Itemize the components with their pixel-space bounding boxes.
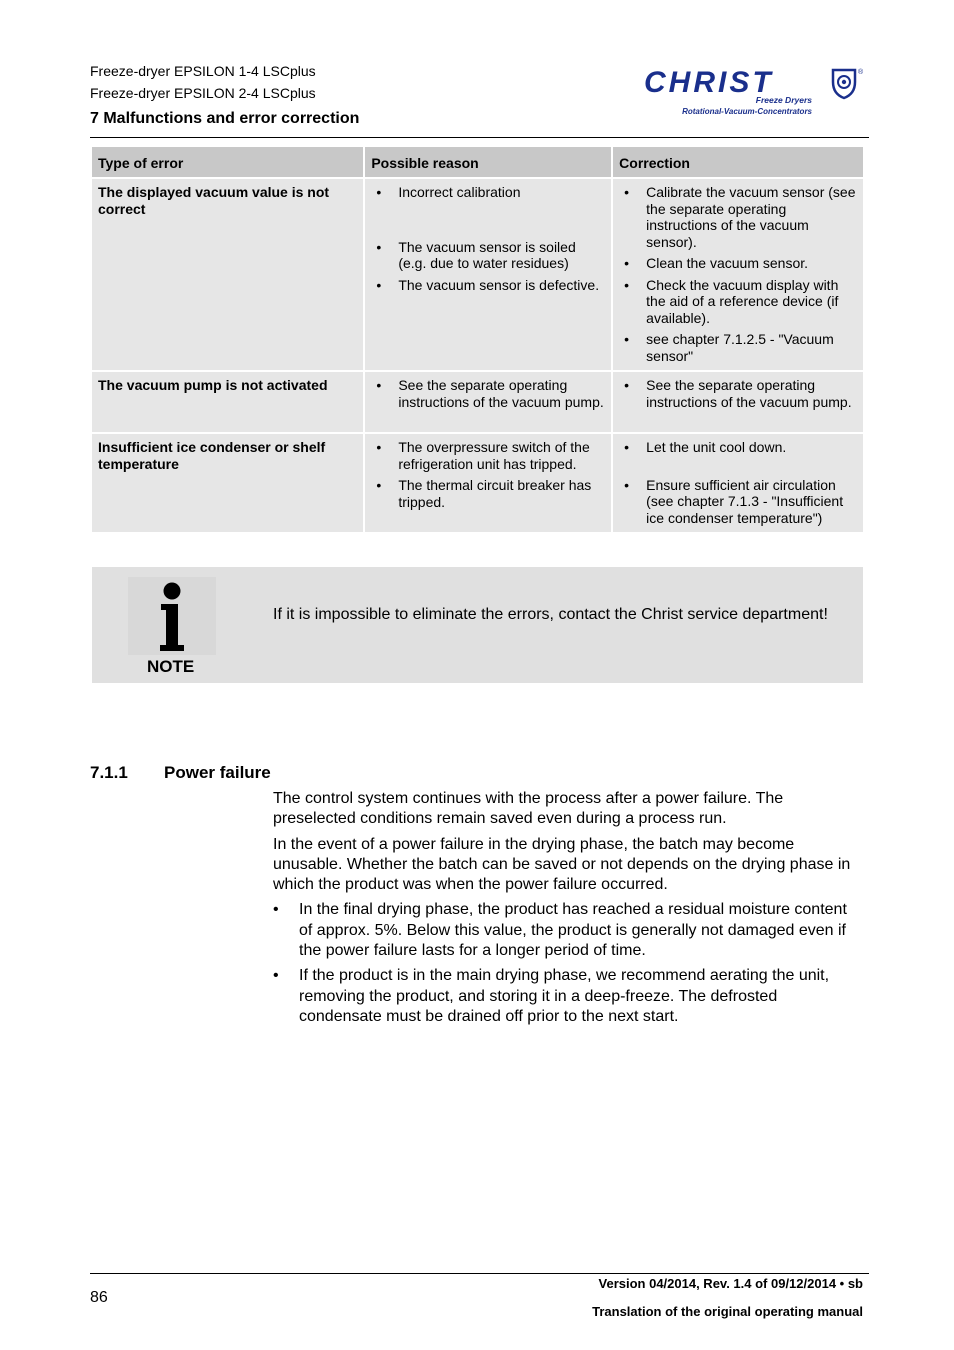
list-item: • See the separate operating instructions of the vacuum pump. [619, 377, 857, 410]
list-item: • The overpressure switch of the refrigeration unit has tripped. [371, 439, 605, 472]
cell-error-type: The vacuum pump is not activated [92, 372, 363, 432]
list-item: • Incorrect calibration [371, 184, 605, 201]
cell-reasons [365, 372, 611, 432]
list-item: • In the final drying phase, the product has reached a residual moisture content of approx. 5%. Below this value, the product is generally not damaged even if the power failure lasts for a longer period of time. [273, 900, 863, 961]
list-item: • Clean the vacuum sensor. [619, 255, 857, 272]
paragraph: The control system continues with the process after a power failure. The preselected conditions remain saved even during a process run. [273, 790, 784, 828]
list-item: • Check the vacuum display with the aid of a reference device (if available). [619, 277, 857, 327]
table-header-row [92, 147, 863, 177]
col-header-type: Type of error [92, 147, 363, 177]
cell-reasons [365, 179, 611, 370]
info-i-icon [128, 577, 216, 655]
christ-logo [640, 62, 870, 122]
list-item: • The thermal circuit breaker has tripped. [371, 477, 605, 510]
logo-swirl-icon [833, 70, 855, 98]
section-body [273, 789, 863, 1032]
list-item: • If the product is in the main drying phase, we recommend aerating the unit, removing the product, and storing it in a deep-freeze. The defrosted condensate must be drained off prior to the next start. [273, 966, 863, 1027]
page-number: 86 [90, 1289, 108, 1306]
table-row [92, 434, 863, 532]
paragraph: In the event of a power failure in the drying phase, the batch may become unusable. Whether the batch can be saved or not depends on the drying phase in which the product was when the power failure occurred. [273, 835, 851, 894]
list-item: • The vacuum sensor is defective. [371, 277, 605, 294]
cell-corrections [613, 179, 863, 370]
error-table [90, 145, 865, 534]
header-divider [90, 137, 869, 138]
logo-line-2: Rotational-Vacuum-Concentrators [682, 107, 812, 116]
cell-error-type: The displayed vacuum value is not correct [92, 179, 363, 370]
version-info: Version 04/2014, Rev. 1.4 of 09/12/2014 • sb [598, 1276, 863, 1291]
header-product-line-1: Freeze-dryer EPSILON 1-4 LSCplus [90, 63, 316, 79]
translation-note: Translation of the original operating manual [592, 1304, 863, 1319]
header-product-line-2: Freeze-dryer EPSILON 2-4 LSCplus [90, 85, 316, 101]
logo-registered: ® [858, 69, 864, 76]
bullet-list [273, 900, 863, 1027]
cell-error-type: Insufficient ice condenser or shelf temperature [92, 434, 363, 532]
note-text: If it is impossible to eliminate the errors, contact the Christ service department! [273, 606, 828, 623]
logo-line-1: Freeze Dryers [755, 95, 812, 105]
logo-brand: CHRIST [644, 66, 774, 99]
cell-corrections [613, 434, 863, 532]
section-title: Power failure [164, 763, 271, 782]
footer-divider [90, 1273, 869, 1274]
table-row [92, 179, 863, 370]
table-row [92, 372, 863, 432]
list-item: • The vacuum sensor is soiled (e.g. due to water residues) [371, 239, 605, 272]
cell-corrections [613, 372, 863, 432]
cell-reasons [365, 434, 611, 532]
list-item: • Ensure sufficient air circulation (see chapter 7.1.3 - "Insufficient ice condenser temperature") [619, 477, 857, 527]
note-label: NOTE [147, 657, 195, 676]
chapter-title: 7 Malfunctions and error correction [90, 110, 360, 127]
col-header-correction: Correction [613, 147, 863, 177]
col-header-reason: Possible reason [365, 147, 611, 177]
list-item: • see chapter 7.1.2.5 - "Vacuum sensor" [619, 331, 857, 364]
list-item: • Let the unit cool down. [619, 439, 857, 456]
section-number: 7.1.1 [90, 763, 128, 782]
list-item: • See the separate operating instructions of the vacuum pump. [371, 377, 605, 410]
list-item: • Calibrate the vacuum sensor (see the separate operating instructions of the vacuum sensor). [619, 184, 857, 250]
